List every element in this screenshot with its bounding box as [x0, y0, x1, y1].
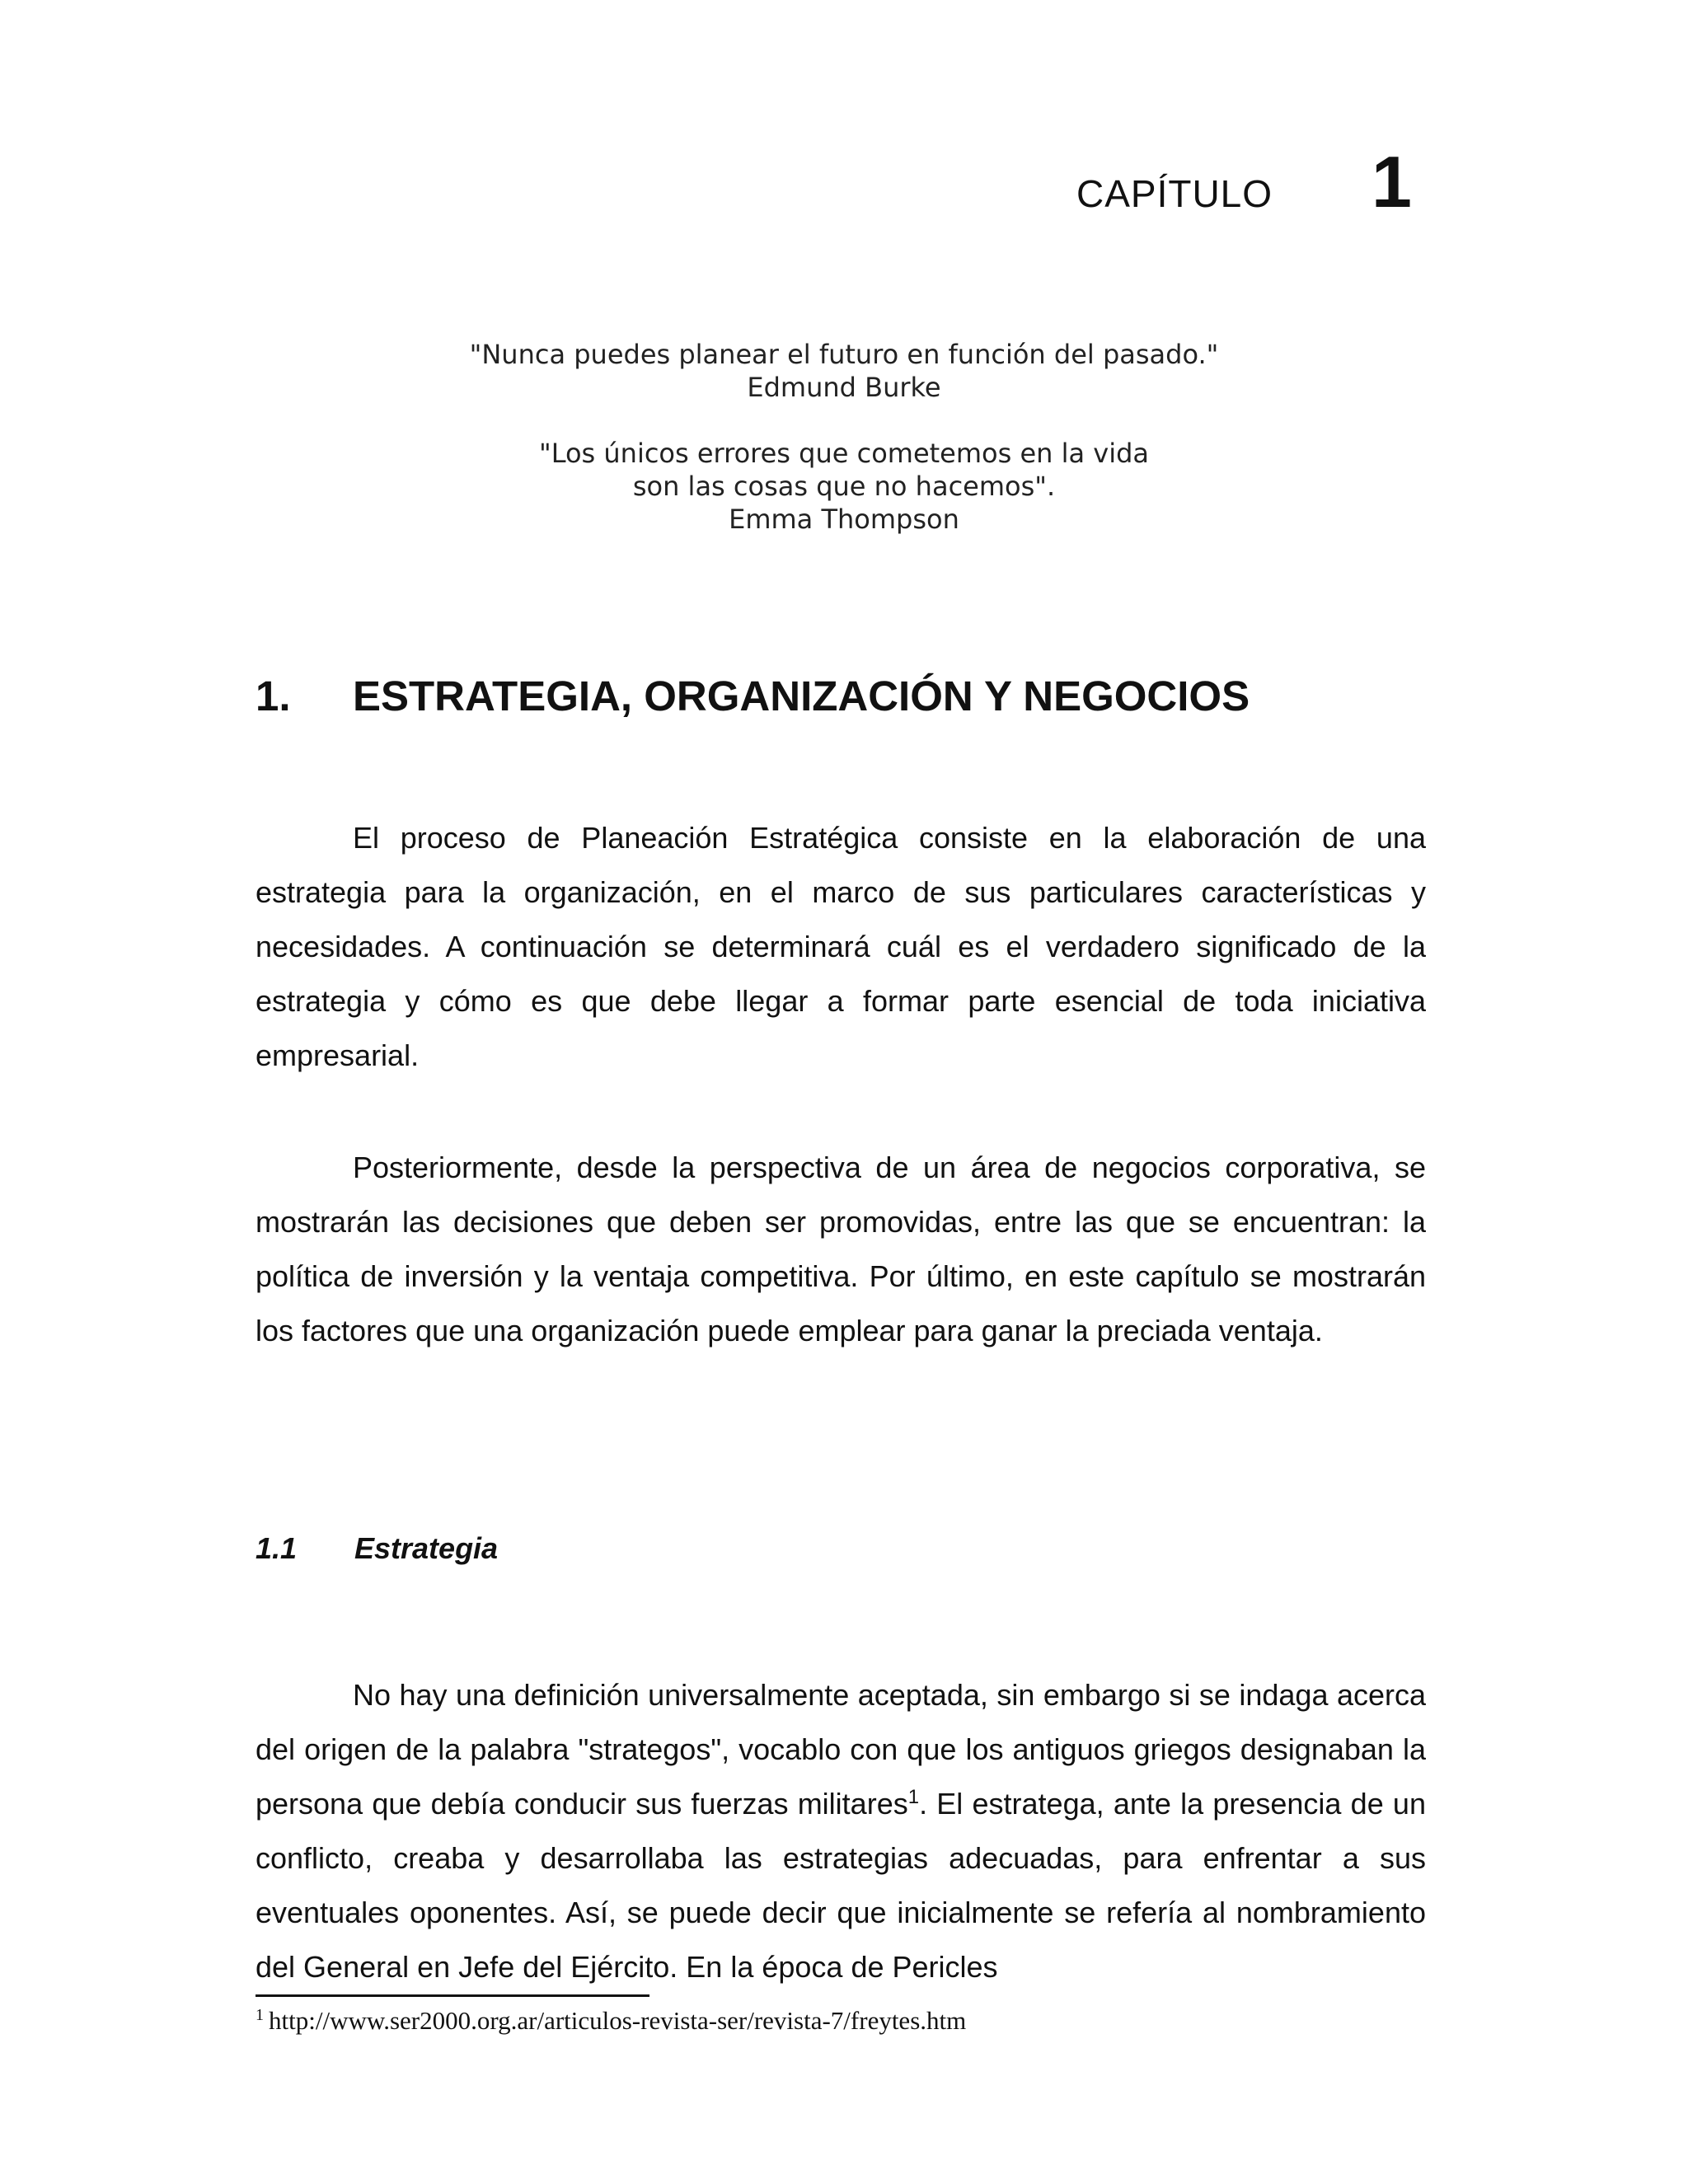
epigraph-line: son las cosas que no hacemos".	[632, 471, 1056, 502]
footnote-marker: 1	[256, 2005, 264, 2024]
chapter-number: 1	[1372, 141, 1412, 223]
epigraph-author: Edmund Burke	[747, 372, 941, 403]
subsection-title: Estrategia	[354, 1531, 499, 1565]
footnote-link[interactable]: http://www.ser2000.org.ar/articulos-revista-ser/revista-7/freytes.htm	[269, 2006, 967, 2035]
epigraph-author: Emma Thompson	[729, 504, 959, 535]
footnote-divider	[256, 1994, 649, 1997]
paragraph-text: . El estratega, ante la presencia de un conflicto, creaba y desarrollaba las estrategias adecuadas, para enfrentar a sus eventuales oponentes. Así, se puede decir que inicialmente se refería al nombramiento del General en Jefe del Ejército. En la época de Pericles	[256, 1787, 1426, 1984]
paragraph-text: No hay una definición universalmente aceptada, sin embargo si se indaga acerca del origen de la palabra "strategos", vocablo con que los antiguos griegos designaban la persona que debía conducir sus fuerzas militares	[256, 1678, 1426, 1821]
chapter-label: CAPÍTULO	[1076, 172, 1273, 215]
subsection-number: 1.1	[256, 1531, 298, 1565]
epigraph	[0, 437, 1688, 536]
footnote	[256, 2006, 966, 2036]
paragraph	[256, 1668, 1426, 1994]
subsection-heading	[256, 1531, 498, 1566]
epigraphs	[0, 338, 1688, 569]
section-title: ESTRATEGIA, ORGANIZACIÓN Y NEGOCIOS	[353, 673, 1250, 719]
footnote-reference[interactable]: 1	[907, 1786, 920, 1808]
section-number: 1.	[256, 673, 291, 719]
chapter-header	[1076, 140, 1412, 224]
paragraph: Posteriormente, desde la perspectiva de un área de negocios corporativa, se mostrarán las decisiones que deben ser promovidas, entre las que se encuentran: la política de inversión y la ventaja competitiva. Por último, en este capítulo se mostrarán los factores que una organización puede emplear para ganar la preciada ventaja.	[256, 1151, 1426, 1347]
paragraph: El proceso de Planeación Estratégica consiste en la elaboración de una estrategia para la organización, en el marco de sus particulares características y necesidades. A continuación se determinará cuál es el verdadero significado de la estrategia y cómo es que debe llegar a formar parte esencial de toda iniciativa empresarial.	[256, 821, 1426, 1072]
epigraph	[0, 338, 1688, 404]
section-heading	[256, 672, 1250, 720]
epigraph-line: "Los únicos errores que cometemos en la vida	[538, 438, 1150, 469]
epigraph-line: "Nunca puedes planear el futuro en función del pasado."	[469, 339, 1219, 370]
